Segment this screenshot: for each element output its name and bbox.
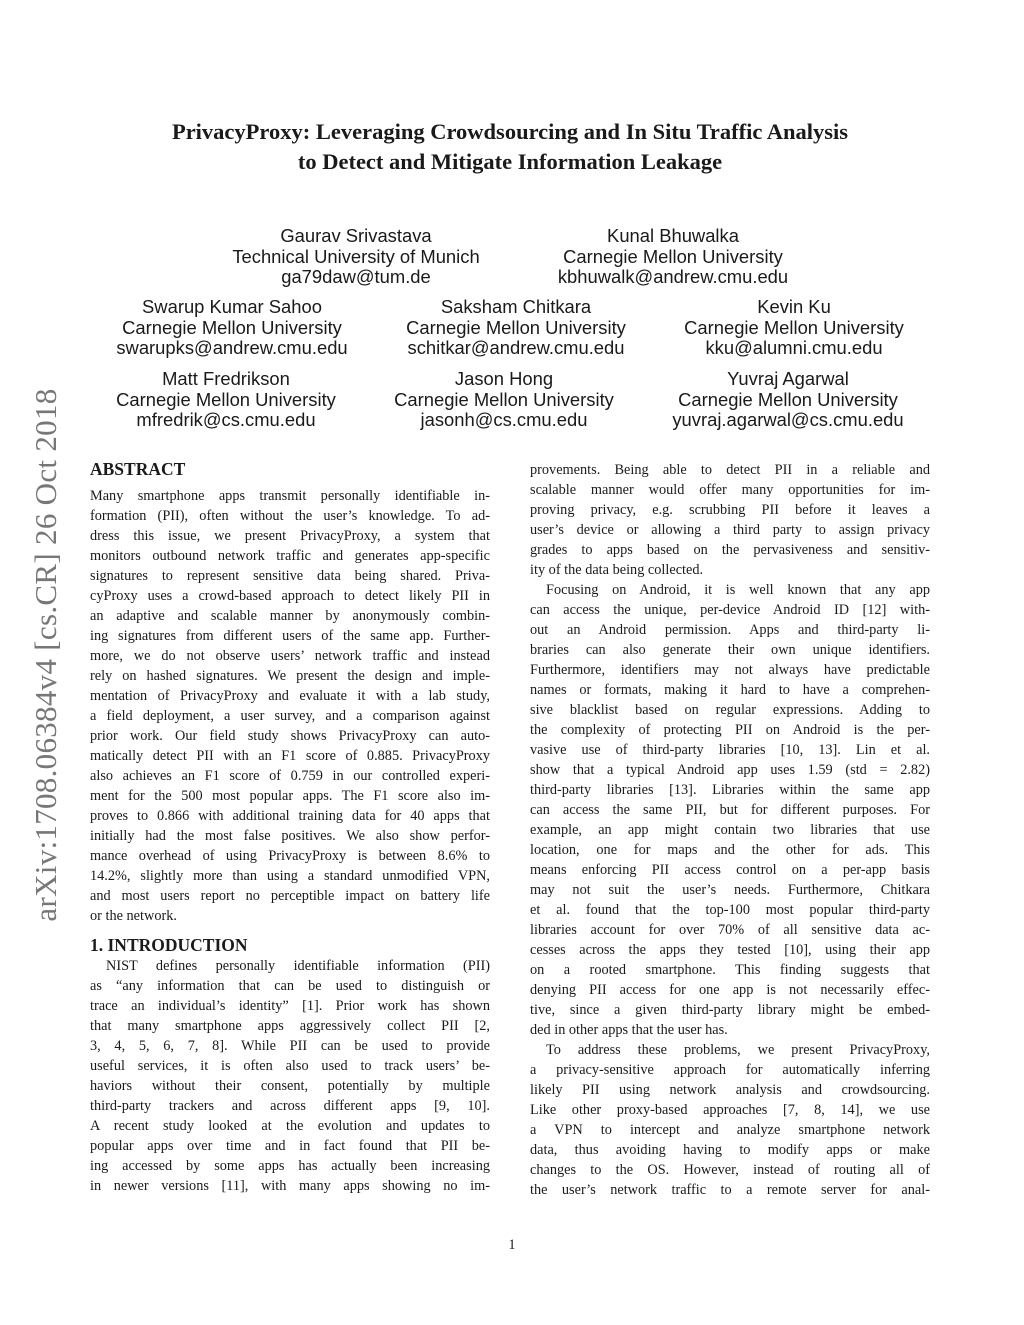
abstract-body [90, 486, 490, 926]
author-name: Swarup Kumar Sahoo [142, 296, 322, 317]
text-line: third-party libraries [13]. Libraries within the same app [530, 782, 930, 798]
text-line: Like other proxy-based approaches [7, 8, 14], we use [530, 1102, 930, 1118]
author-affiliation: Carnegie Mellon University [678, 388, 898, 410]
abstract-heading: ABSTRACT [90, 459, 186, 479]
text-line: vasive use of third-party libraries [10, 13]. Lin et al. [530, 742, 930, 758]
text-line: as “any information that can be used to distinguish or [90, 978, 490, 994]
text-line: monitors outbound network traffic and generates app-specific [90, 548, 490, 564]
text-line: scalable manner would offer many opportunities for im- [530, 482, 930, 498]
text-line: To address these problems, we present PrivacyProxy, [546, 1042, 930, 1058]
author-name: Kevin Ku [757, 296, 831, 317]
text-line: means enforcing PII access control on a per-app basis [530, 862, 930, 878]
text-line: third-party trackers and across different apps [9, 10]. [90, 1098, 490, 1114]
text-line: NIST defines personally identifiable information (PII) [106, 958, 490, 974]
author-email: kbhuwalk@andrew.cmu.edu [557, 266, 789, 287]
text-line: haviors without their consent, potentially by multiple [90, 1078, 490, 1094]
text-line: ment for the 500 most popular apps. The F1 score also im- [90, 788, 490, 804]
text-line: show that a typical Android app uses 1.59 (std = 2.82) [530, 762, 930, 778]
right-body [530, 460, 930, 1200]
text-line: on a rooted smartphone. This finding suggests that [530, 962, 930, 978]
text-line: a VPN to intercept and analyze smartphone network [530, 1122, 930, 1138]
author-name: Yuvraj Agarwal [727, 368, 849, 389]
text-line: also achieves an F1 score of 0.759 in our controlled experi- [90, 768, 490, 784]
right-column [530, 460, 930, 1200]
text-line: Focusing on Android, it is well known that any app [546, 582, 930, 598]
text-line: a field deployment, a user survey, and a comparison against [90, 708, 490, 724]
text-line: braries can also generate their own unique identifiers. [530, 642, 930, 658]
page-number: 1 [508, 1237, 516, 1253]
author-affiliation: Carnegie Mellon University [684, 316, 904, 338]
author-email: kku@alumni.cmu.edu [705, 337, 883, 358]
text-line: data, thus avoiding having to modify apps or make [530, 1142, 930, 1158]
text-line: formation (PII), often without the user’s knowledge. To ad- [90, 508, 490, 524]
text-line: a privacy-sensitive approach for automatically inferring [530, 1062, 930, 1078]
author-email: swarupks@andrew.cmu.edu [116, 337, 348, 358]
text-line: initially had the most false positives. We also show perfor- [90, 828, 490, 844]
author-block [672, 369, 903, 431]
text-line: Many smartphone apps transmit personally identifiable in- [90, 488, 490, 504]
text-line: ded in other apps that the user has. [530, 1022, 728, 1038]
intro-heading: 1. INTRODUCTION [90, 935, 248, 955]
text-line: example, an app might contain two libraries that use [530, 822, 930, 838]
text-line: out an Android permission. Apps and third-party li- [530, 622, 930, 638]
text-line: the complexity of protecting PII on Android is the per- [530, 722, 930, 738]
intro-body [90, 956, 490, 1196]
author-affiliation: Carnegie Mellon University [116, 388, 336, 410]
text-line: denying PII access for one app is not necessarily effec- [530, 982, 930, 998]
text-line: cyProxy uses a crowd-based approach to detect likely PII in [90, 588, 490, 604]
text-line: provements. Being able to detect PII in a reliable and [530, 462, 930, 478]
text-line: ing signatures from different users of the same app. Further- [90, 628, 490, 644]
text-line: names or formats, making it hard to have a comprehen- [530, 682, 930, 698]
author-email: jasonh@cs.cmu.edu [420, 409, 588, 430]
author-email: mfredrik@cs.cmu.edu [136, 409, 316, 430]
text-line: libraries account for over 70% of all sensitive data ac- [530, 922, 930, 938]
author-affiliation: Carnegie Mellon University [394, 388, 614, 410]
title-line: PrivacyProxy: Leveraging Crowdsourcing and In Situ Traffic Analysis [171, 119, 849, 144]
text-line: tive, since a given third-party library might be embed- [530, 1002, 930, 1018]
text-line: matically detect PII with an F1 score of 0.885. PrivacyProxy [90, 748, 490, 764]
text-line: et al. found that the top-100 most popular third-party [530, 902, 930, 918]
author-affiliation: Technical University of Munich [232, 245, 480, 267]
text-line: may not suit the user’s needs. Furthermore, Chitkara [530, 882, 930, 898]
author-affiliation: Carnegie Mellon University [122, 316, 342, 338]
title-line: to Detect and Mitigate Information Leakage [297, 149, 723, 174]
author-affiliation: Carnegie Mellon University [406, 316, 626, 338]
author-name: Gaurav Srivastava [280, 225, 432, 246]
text-line: popular apps over time and in fact found that PII be- [90, 1138, 490, 1154]
text-line: rely on hashed signatures. We present the design and imple- [90, 668, 490, 684]
text-line: trace an individual’s identity” [1]. Prior work has shown [90, 998, 490, 1014]
author-block [558, 226, 788, 288]
text-line: likely PII using network analysis and crowdsourcing. [530, 1082, 930, 1098]
author-email: schitkar@andrew.cmu.edu [407, 337, 625, 358]
text-line: can access the same PII, but for different purposes. For [530, 802, 930, 818]
text-line: ing accessed by some apps has actually been increasing [90, 1158, 490, 1174]
left-column [90, 458, 490, 1196]
text-line: signatures to represent sensitive data being shared. Priva- [90, 568, 490, 584]
text-line: grades to apps based on the pervasiveness and sensitiv- [530, 542, 930, 558]
text-line: Furthermore, identifiers may not always have predictable [530, 662, 930, 678]
text-line: location, one for maps and the other for ads. This [530, 842, 930, 858]
text-line: proves to 0.866 with additional training data for 40 apps that [90, 808, 490, 824]
author-name: Saksham Chitkara [440, 296, 592, 317]
text-line: more, we do not observe users’ network traffic and instead [90, 648, 490, 664]
text-line: 3, 4, 5, 6, 7, 8]. While PII can be used to provide [90, 1038, 490, 1054]
text-line: can access the unique, per-device Android ID [12] with- [530, 602, 930, 618]
author-block [406, 297, 626, 359]
author-email: yuvraj.agarwal@cs.cmu.edu [672, 409, 904, 430]
text-line: A recent study looked at the evolution and updates to [90, 1118, 490, 1134]
text-line: and most users report no perceptible impact on battery life [90, 888, 490, 904]
text-line: or the network. [90, 908, 177, 924]
arxiv-watermark: arXiv:1708.06384v4 [cs.CR] 26 Oct 2018 [28, 388, 63, 922]
text-line: prior work. Our field study shows PrivacyProxy can auto- [90, 728, 490, 744]
text-line: an adaptive and scalable manner by anonymously combin- [90, 608, 490, 624]
text-line: mentation of PrivacyProxy and evaluate it with a lab study, [90, 688, 490, 704]
author-name: Jason Hong [454, 368, 554, 389]
author-name: Matt Fredrikson [162, 368, 290, 389]
text-line: the user’s network traffic to a remote server for anal- [530, 1182, 930, 1198]
text-line: that many smartphone apps aggressively collect PII [2, [90, 1018, 490, 1034]
text-line: useful services, it is often also used to track users’ be- [90, 1058, 490, 1074]
text-line: in newer versions [11], with many apps showing no im- [90, 1178, 490, 1194]
author-email: ga79daw@tum.de [281, 266, 431, 287]
text-line: user’s device or allowing a third party to assign privacy [530, 522, 930, 538]
text-line: sive blacklist based on regular expressions. Adding to [530, 702, 930, 718]
text-line: proving privacy, e.g. scrubbing PII before it leaves a [530, 502, 930, 518]
author-block [116, 297, 347, 359]
text-line: mance overhead of using PrivacyProxy is between 8.6% to [90, 848, 490, 864]
text-line: changes to the OS. However, instead of routing all of [530, 1162, 930, 1178]
author-affiliation: Carnegie Mellon University [563, 245, 783, 267]
author-name: Kunal Bhuwalka [607, 225, 739, 246]
author-block [684, 297, 904, 359]
paper-title [70, 117, 950, 177]
author-block [232, 226, 479, 288]
text-line: dress this issue, we present PrivacyProxy, a system that [90, 528, 490, 544]
text-line: 14.2%, slightly more than using a standard unmodified VPN, [90, 868, 490, 884]
text-line: cesses across the apps they tested [10], using their app [530, 942, 930, 958]
text-line: ity of the data being collected. [530, 562, 704, 578]
author-block [394, 369, 614, 431]
author-block [116, 369, 336, 431]
